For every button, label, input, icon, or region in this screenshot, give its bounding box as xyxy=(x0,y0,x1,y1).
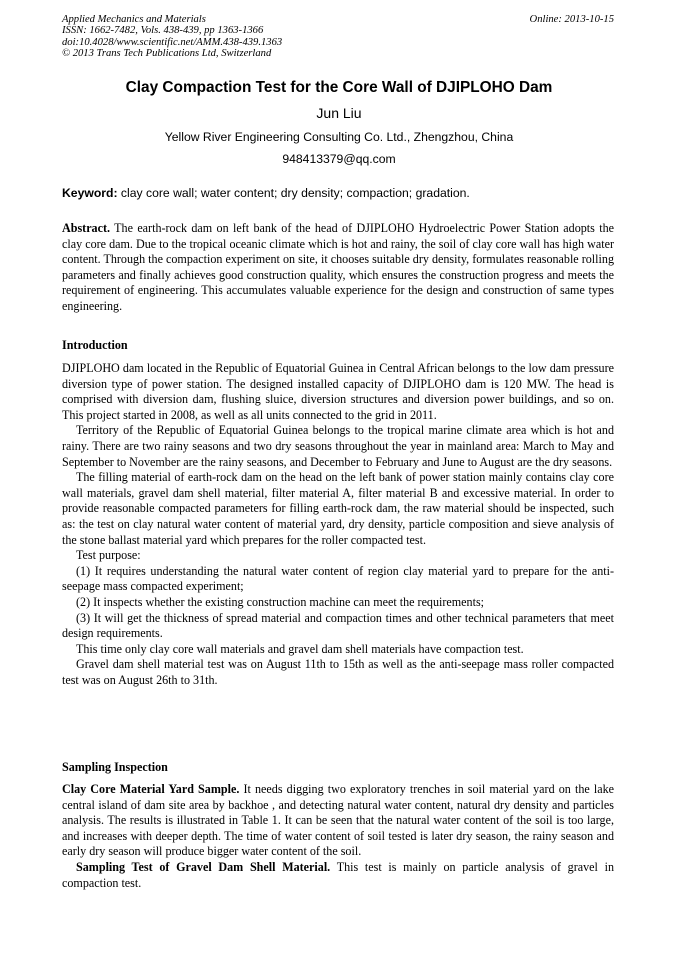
online-date: Online: 2013-10-15 xyxy=(529,14,614,25)
intro-paragraph: Territory of the Republic of Equatorial Guinea belongs to the tropical marine climate area which is hot and rainy. There are two rainy seasons and two dry seasons throughout the year in mainland area: March to May and September to November are the rainy seasons, and December to February and June to August are the dry seasons. xyxy=(62,423,614,469)
introduction-heading: Introduction xyxy=(62,338,128,352)
sampling-paragraph xyxy=(62,860,614,891)
intro-paragraph: Test purpose: xyxy=(76,548,141,563)
sampling-p2-label: Sampling Test of Gravel Dam Shell Material. xyxy=(76,859,331,874)
journal-name: Applied Mechanics and Materials xyxy=(62,14,206,25)
sampling-heading: Sampling Inspection xyxy=(62,760,168,774)
sampling-p1-text: It needs digging two exploratory trenches in soil material yard on the lake central island of dam site area by backhoe , and detecting natural water content, natural dry density and particles analysis. The results is illustrated in Table 1. It can be seen that the natural water content of the soil is too large, and increases with deeper depth. The time of water content of soil tested is later dry season, the rainy season and early dry season will produce bigger water content of the soil. xyxy=(62,782,614,859)
intro-paragraph: (1) It requires understanding the natural water content of region clay material yard to prepare for the anti-seepage mass compacted experiment; xyxy=(62,563,614,594)
intro-paragraph: (2) It inspects whether the existing construction machine can meet the requirements; xyxy=(76,594,485,609)
abstract xyxy=(62,221,614,315)
intro-paragraph: The filling material of earth-rock dam on the head on the left bank of power station mainly contains clay core wall materials, gravel dam shell material, filter material A, filter material B and excessive material. In order to provide reasonable compacted parameters for filling earth-rock dam, the raw material should be inspected, such as: the test on clay natural water content of material yard, dry density, particle composition and sieve analysis of the stone ballast material yard which prepares for the roller compacted test. xyxy=(62,470,614,547)
sampling-body xyxy=(62,782,614,891)
author-affiliation: Yellow River Engineering Consulting Co. Ltd., Zhengzhou, China xyxy=(164,130,514,144)
intro-paragraph: (3) It will get the thickness of spread material and compaction times and other technical parameters that meet design requirements. xyxy=(62,610,614,641)
abstract-text: The earth-rock dam on left bank of the head of DJIPLOHO Hydroelectric Power Station adopts the clay core dam. Due to the tropical oceanic climate which is hot and rainy, the soil of clay core wall has high water content. Through the compaction experiment on site, it chooses suitable dry density, formulates reasonable rolling parameters and finally achieves good construction quality, which ensures the construction progress and meets the requirement of engineering. This accumulates valuable experience for the design and construction of same types engineering. xyxy=(62,221,614,313)
issn-line: ISSN: 1662-7482, Vols. 438-439, pp 1363-1366 xyxy=(62,25,264,37)
paper-title: Clay Compaction Test for the Core Wall of DJIPLOHO Dam xyxy=(125,79,553,96)
keywords-text: clay core wall; water content; dry density; compaction; gradation. xyxy=(117,186,470,200)
copyright-line: © 2013 Trans Tech Publications Ltd, Switzerland xyxy=(62,48,272,60)
sampling-paragraph xyxy=(62,782,614,860)
author-email: 948413379@qq.com xyxy=(282,152,396,166)
keywords-label: Keyword: xyxy=(62,186,118,200)
intro-paragraph: This time only clay core wall materials and gravel dam shell materials have compaction test. xyxy=(76,641,524,656)
introduction-body xyxy=(62,361,614,688)
author-name: Jun Liu xyxy=(316,105,362,121)
sampling-p1-label: Clay Core Material Yard Sample. xyxy=(62,782,240,796)
journal-header xyxy=(62,14,614,60)
doi-line: doi:10.4028/www.scientific.net/AMM.438-439.1363 xyxy=(62,36,283,48)
abstract-label: Abstract. xyxy=(62,221,111,235)
sampling-p2-text: This test is mainly on particle analysis of gravel in compaction test. xyxy=(62,859,615,890)
intro-paragraph: DJIPLOHO dam located in the Republic of Equatorial Guinea in Central African belongs to the low dam pressure diversion type of power station. The designed installed capacity of DJIPLOHO dam is 120 MW. The head is comprised with diversion dam, flushing sluice, diversion structures and diversion power buildings, and so on. This project started in 2008, as well as all units connected to the grid in 2011. xyxy=(62,361,614,422)
keywords xyxy=(62,186,614,201)
intro-paragraph: Gravel dam shell material test was on August 11th to 15th as well as the anti-seepage mass roller compacted test was on August 26th to 31th. xyxy=(62,657,614,687)
